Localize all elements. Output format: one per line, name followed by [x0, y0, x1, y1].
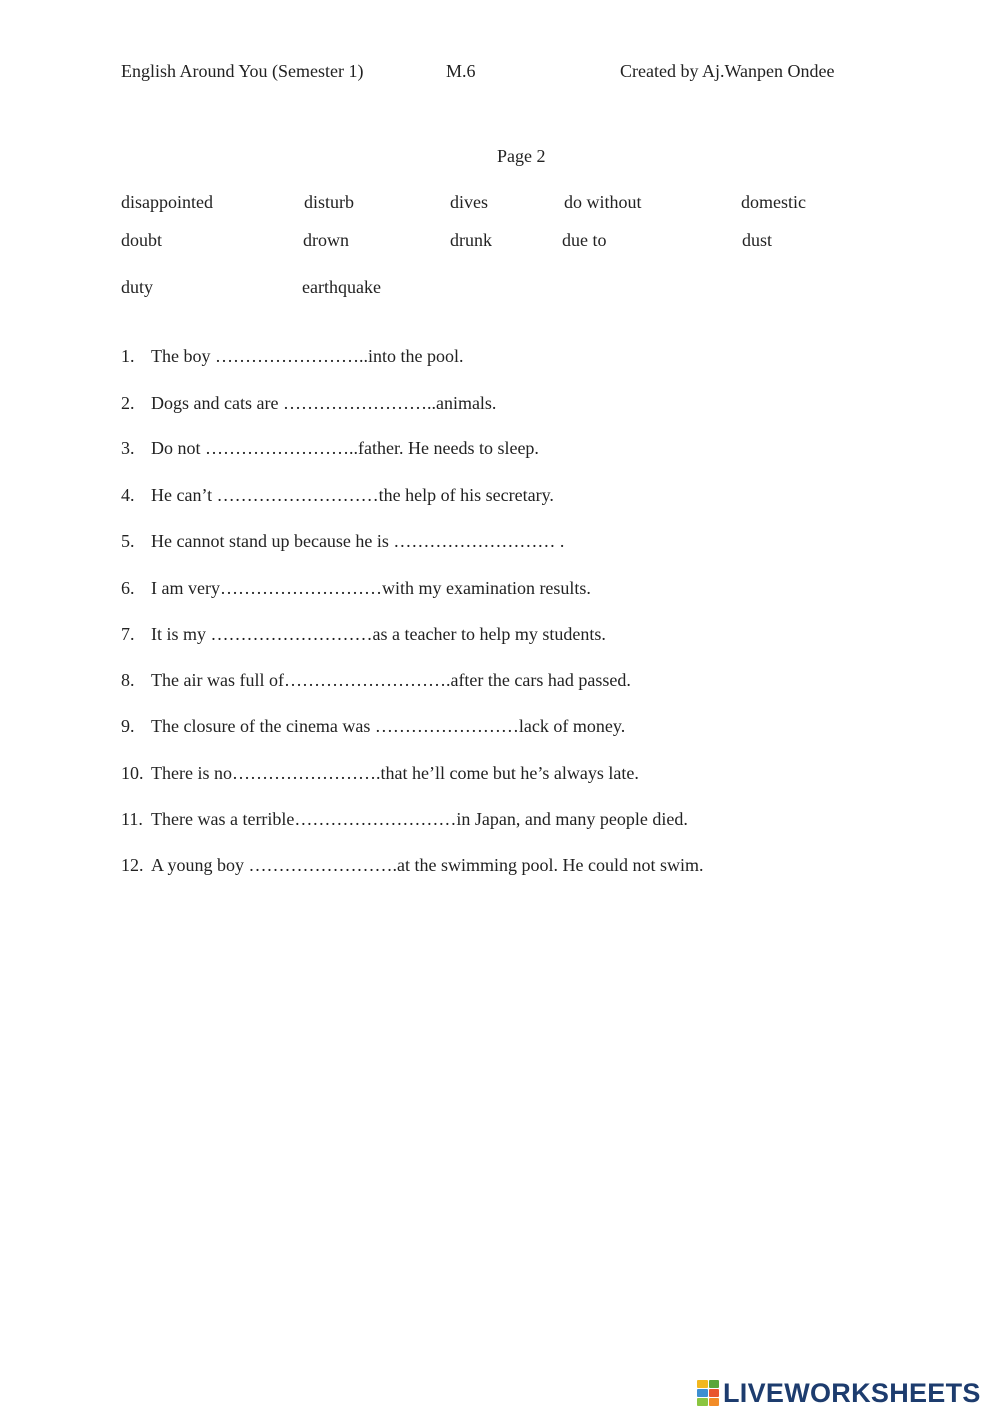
question-number: 11. [121, 809, 143, 829]
liveworksheets-logo-text: LIVEWORKSHEETS [723, 1377, 981, 1408]
question-text: He cannot stand up because he is ……………………… . [151, 531, 565, 551]
question-number: 9. [121, 716, 135, 736]
question-text: A young boy …………………….at the swimming pool. He could not swim. [151, 855, 704, 875]
word-bank-item: dives [450, 192, 488, 212]
question-number: 2. [121, 393, 135, 413]
logo-tile [709, 1398, 720, 1406]
word-bank-item: due to [562, 230, 607, 250]
question-number: 7. [121, 624, 135, 644]
author-credit: Created by Aj.Wanpen Ondee [620, 61, 835, 81]
logo-tile [697, 1398, 708, 1406]
logo-tile [709, 1380, 720, 1388]
question-number: 12. [121, 855, 144, 875]
logo-tile [709, 1389, 720, 1397]
word-bank-item: disappointed [121, 192, 213, 212]
question-text: Do not ……………………..father. He needs to sleep. [151, 438, 539, 458]
question-number: 4. [121, 485, 135, 505]
word-bank-item: earthquake [302, 277, 381, 297]
word-bank-item: dust [742, 230, 773, 250]
question-text: The air was full of……………………….after the cars had passed. [151, 670, 631, 690]
question-number: 1. [121, 346, 135, 366]
grade-level: M.6 [446, 61, 476, 81]
logo-tile [697, 1380, 708, 1388]
page-number: Page 2 [497, 146, 546, 166]
liveworksheets-logo[interactable] [697, 1378, 981, 1408]
liveworksheets-logo-icon [697, 1380, 719, 1406]
question-text: I am very………………………with my examination results. [151, 578, 591, 598]
question-text: He can’t ………………………the help of his secretary. [151, 485, 554, 505]
word-bank-item: do without [564, 192, 642, 212]
question-number: 3. [121, 438, 135, 458]
course-title: English Around You (Semester 1) [121, 61, 364, 81]
question-number: 8. [121, 670, 135, 690]
word-bank-item: domestic [741, 192, 806, 212]
word-bank-item: disturb [304, 192, 355, 212]
question-text: It is my ………………………as a teacher to help my students. [151, 624, 606, 644]
word-bank-item: drown [303, 230, 349, 250]
question-text: The boy ……………………..into the pool. [151, 346, 464, 366]
question-text: Dogs and cats are ……………………..animals. [151, 393, 497, 413]
question-number: 10. [121, 763, 144, 783]
logo-tile [697, 1389, 708, 1397]
question-number: 6. [121, 578, 135, 598]
word-bank-item: doubt [121, 230, 163, 250]
question-text: There is no…………………….that he’ll come but he’s always late. [151, 763, 639, 783]
question-number: 5. [121, 531, 135, 551]
question-text: There was a terrible………………………in Japan, and many people died. [151, 809, 688, 829]
word-bank-item: duty [121, 277, 154, 297]
word-bank-item: drunk [450, 230, 492, 250]
question-text: The closure of the cinema was ……………………lack of money. [151, 716, 626, 736]
